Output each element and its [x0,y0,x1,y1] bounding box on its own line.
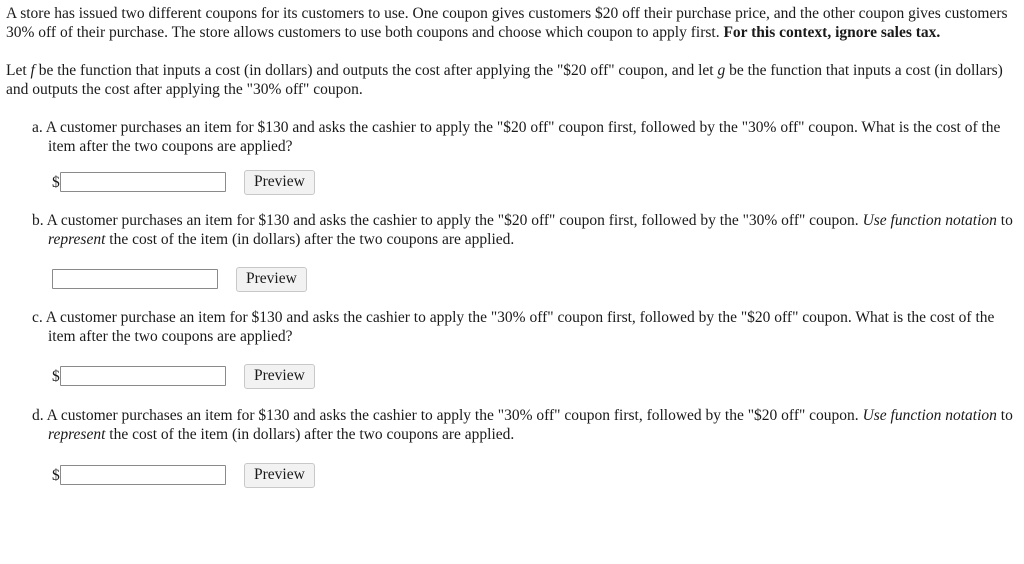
function-definitions [6,61,1016,99]
part-d-emphasis-2: represent [48,426,106,443]
part-b-emphasis-1: Use function notation [862,212,997,229]
part-d-text-3: the cost of the item (in dollars) after the two coupons are applied. [105,426,515,443]
part-b-text-3: the cost of the item (in dollars) after the two coupons are applied. [105,231,515,248]
part-b-answer-input[interactable] [52,269,218,289]
dollar-prefix: $ [52,367,60,385]
part-d [32,406,1016,488]
part-b-question [32,211,1016,249]
part-d-preview-button[interactable]: Preview [244,463,315,488]
part-c [32,308,1016,389]
part-a-answer-input[interactable] [60,172,226,192]
part-d-text-2: to [996,407,1013,424]
intro-bold-note: For this context, ignore sales tax. [723,24,941,41]
part-c-answer-row [32,363,1016,389]
problem-intro [6,4,1016,42]
part-d-emphasis-1: Use function notation [862,407,997,424]
part-a [32,118,1016,195]
part-d-answer-row [32,462,1016,488]
part-b-answer-row [32,266,1016,292]
part-d-question [32,406,1016,444]
part-b [32,211,1016,292]
part-a-answer-row [32,169,1016,195]
part-c-preview-button[interactable]: Preview [244,364,315,389]
part-d-text-1: d. A customer purchases an item for $130 and asks the cashier to apply the "30% off" coupon first, followed by the "$20 off" coupon. [32,407,863,424]
part-a-preview-button[interactable]: Preview [244,170,315,195]
part-a-question: a. A customer purchases an item for $130 and asks the cashier to apply the "$20 off" coupon first, followed by the "30% off" coupon. What is the cost of the item after the two coupons are applied? [32,119,1001,155]
part-c-question: c. A customer purchase an item for $130 and asks the cashier to apply the "30% off" coupon first, followed by the "$20 off" coupon. What is the cost of the item after the two coupons are applied? [32,309,995,345]
part-b-preview-button[interactable]: Preview [236,267,307,292]
dollar-prefix: $ [52,173,60,191]
dollar-prefix: $ [52,466,60,484]
part-b-text-2: to [996,212,1013,229]
problem-page [6,4,1016,488]
function-g: g [717,62,726,79]
defs-text-3: be the function that inputs a cost (in dollars) and outputs the cost after applying the "30% off" coupon. [6,62,1003,98]
part-b-text-1: b. A customer purchases an item for $130 and asks the cashier to apply the "$20 off" coupon first, followed by the "30% off" coupon. [32,212,863,229]
part-c-answer-input[interactable] [60,366,226,386]
defs-text-2: be the function that inputs a cost (in dollars) and outputs the cost after applying the "$20 off" coupon, and let [34,62,718,79]
function-f: f [30,62,35,79]
part-b-emphasis-2: represent [48,231,106,248]
part-d-answer-input[interactable] [60,465,226,485]
defs-text-1: Let [6,62,31,79]
intro-text: A store has issued two different coupons for its customers to use. One coupon gives customers $20 off their purchase price, and the other coupon gives customers 30% off of their purchase. The store allows customers to use both coupons and choose which coupon to apply first. [6,5,1008,41]
